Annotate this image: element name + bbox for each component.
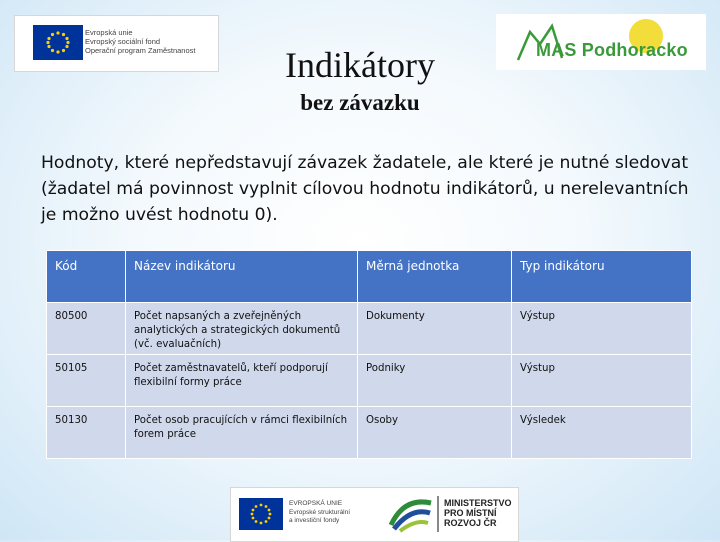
column-header-name: Název indikátoru xyxy=(126,251,358,303)
cell-unit: Osoby xyxy=(358,407,512,459)
page-title: Indikátory xyxy=(285,45,435,85)
cell-code: 80500 xyxy=(47,303,126,355)
table-row xyxy=(47,355,692,407)
cell-unit: Dokumenty xyxy=(358,303,512,355)
cell-name: Počet napsaných a zveřejněných analytických a strategických dokumentů (vč. evaluačních) xyxy=(126,303,358,355)
eu-logo-line: Evropská unie xyxy=(85,28,133,37)
eu-flag-icon xyxy=(239,498,283,530)
cell-type: Výstup xyxy=(512,355,692,407)
table-row xyxy=(47,407,692,459)
column-header-unit: Měrná jednotka xyxy=(358,251,512,303)
cell-type: Výstup xyxy=(512,303,692,355)
cell-type: Výsledek xyxy=(512,407,692,459)
cell-name: Počet zaměstnavatelů, kteří podporují flexibilní formy práce xyxy=(126,355,358,407)
cell-unit: Podniky xyxy=(358,355,512,407)
eu-logo-line: Operační program Zaměstnanost xyxy=(85,46,196,55)
cell-code: 50130 xyxy=(47,407,126,459)
eu-logo-line: Evropské strukturální xyxy=(289,508,351,516)
column-header-code: Kód xyxy=(47,251,126,303)
table-header-row xyxy=(47,251,692,303)
eu-logo-line: EVROPSKÁ UNIE xyxy=(289,500,343,507)
eu-logo-line: a investiční fondy xyxy=(289,517,340,524)
ministry-line: ROZVOJ ČR xyxy=(444,518,497,528)
indicator-table xyxy=(46,250,692,459)
cell-name: Počet osob pracujících v rámci flexibilních forem práce xyxy=(126,407,358,459)
mmr-emblem-icon xyxy=(386,495,436,535)
intro-paragraph: Hodnoty, které nepředstavují závazek žadatele, ale které je nutné sledovat (žadatel má povinnost vyplnit cílovou hodnotu indikátorů, u nerelevantních je možno uvést hodnotu 0). xyxy=(41,153,689,225)
eu-logo-line: Evropský sociální fond xyxy=(85,37,161,46)
table-row xyxy=(47,303,692,355)
logo-divider xyxy=(437,496,439,532)
ministry-line: PRO MÍSTNÍ xyxy=(444,508,497,518)
mas-logo-text: MAS Podhoracko xyxy=(536,40,688,60)
cell-code: 50105 xyxy=(47,355,126,407)
column-header-type: Typ indikátoru xyxy=(512,251,692,303)
eu-esif-mmr-logo xyxy=(230,487,519,542)
page-subtitle: bez závazku xyxy=(300,90,420,115)
ministry-line: MINISTERSTVO xyxy=(444,498,512,508)
